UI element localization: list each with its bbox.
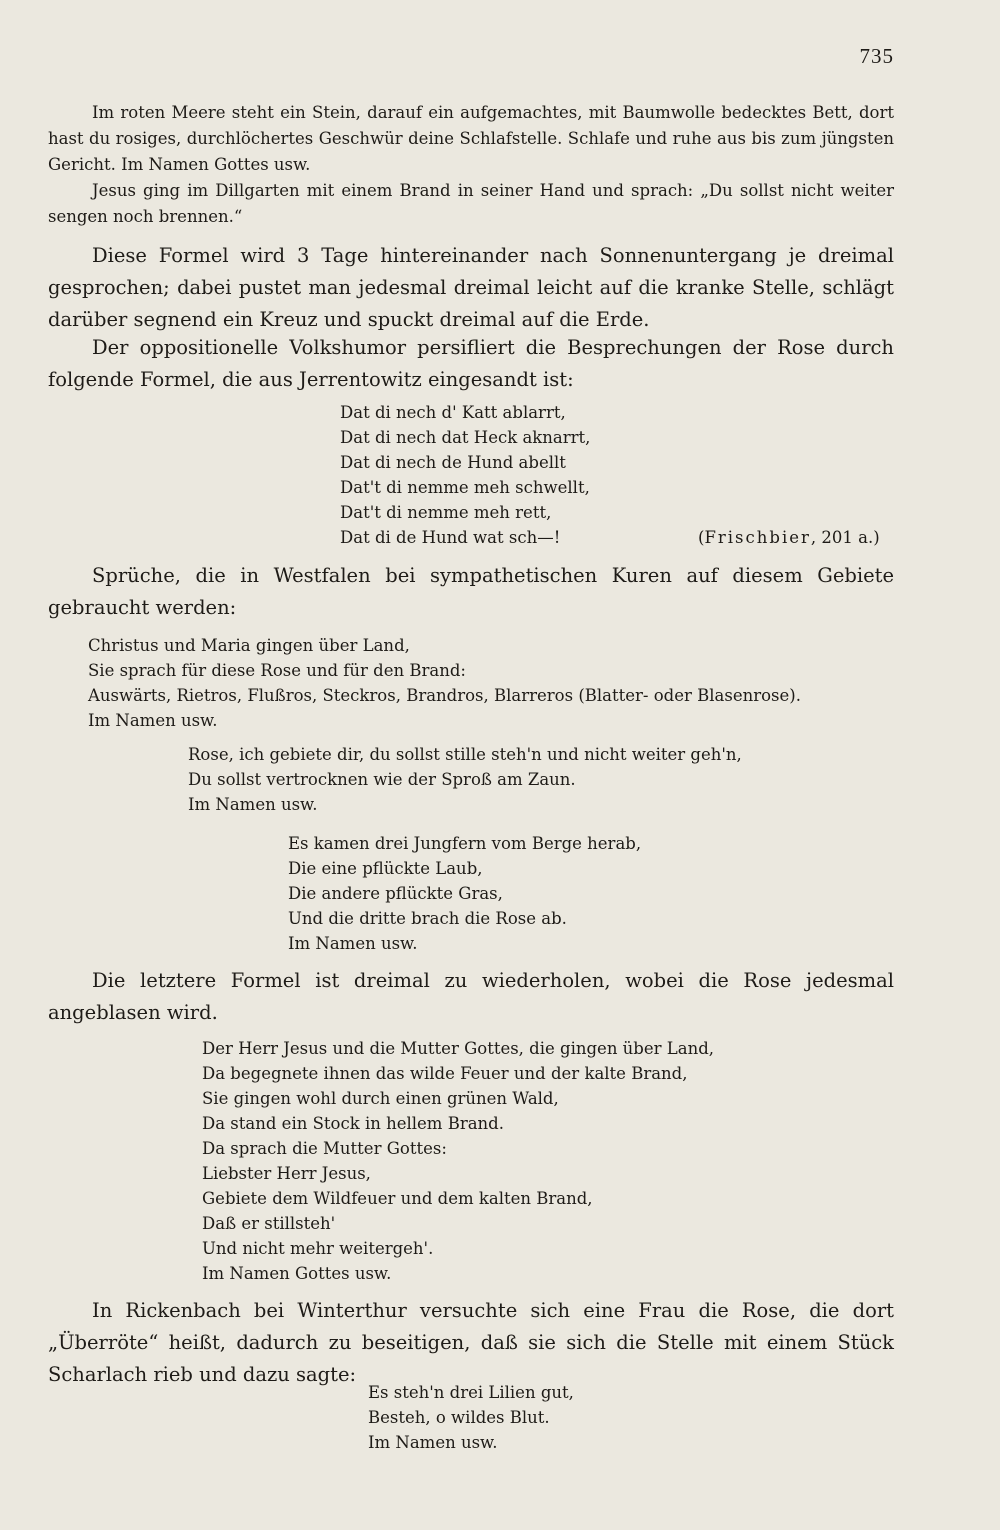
poem-line: Im Namen usw. (188, 795, 318, 814)
repeat-formula-paragraph: Die letztere Formel ist dreimal zu wiederholen, wobei die Rose jedesmal angeblasen wird. (48, 969, 894, 1024)
poem-line: Im Namen usw. (288, 934, 418, 953)
poem-line: Dat di nech d' Katt ablarrt, (340, 403, 566, 422)
poem-line: Gebiete dem Wildfeuer und dem kalten Brand, (202, 1189, 593, 1208)
poem-line: Im Namen Gottes usw. (202, 1264, 392, 1283)
poem-last-line-with-citation (340, 525, 880, 550)
poem-line: Liebster Herr Jesus, (202, 1164, 371, 1183)
poem-line: Dat di de Hund wat sch—! (340, 528, 561, 547)
poem-line: Dat't di nemme meh schwellt, (340, 478, 590, 497)
page-number: 735 (859, 44, 894, 68)
poem-westfalen-2 (188, 742, 742, 817)
poem-line: Im Namen usw. (88, 711, 218, 730)
charm-paragraph-jesus-dillgarten: Jesus ging im Dillgarten mit einem Brand in seiner Hand und sprach: „Du sollst nicht weiter sengen noch brennen.“ (48, 181, 894, 226)
poem-line: Im Namen usw. (368, 1433, 498, 1452)
poem-line: Auswärts, Rietros, Flußros, Steckros, Brandros, Blarreros (Blatter- oder Blasenrose). (88, 686, 801, 705)
poem-line: Du sollst vertrocknen wie der Sproß am Zaun. (188, 770, 576, 789)
poem-line: Daß er stillsteh' (202, 1214, 336, 1233)
poem-three-maidens (288, 831, 641, 956)
charm-paragraph-red-sea: Im roten Meere steht ein Stein, darauf ein aufgemachtes, mit Baumwolle bedecktes Bett, dort hast du rosiges, durchlöchertes Geschwür deine Schlafstelle. Schlafe und ruhe aus bis zum jüngsten Gericht. Im Namen Gottes usw. (48, 103, 894, 174)
poem-line: Und die dritte brach die Rose ab. (288, 909, 567, 928)
poem-line: Es kamen drei Jungfern vom Berge herab, (288, 834, 642, 853)
poem-line: Christus und Maria gingen über Land, (88, 636, 410, 655)
poem-jerrentowitz (340, 400, 880, 550)
citation-ref: , 201 a.) (810, 528, 880, 547)
instruction-paragraph: Diese Formel wird 3 Tage hintereinander nach Sonnenuntergang je dreimal gesprochen; dabei pustet man jedesmal dreimal leicht auf die kranke Stelle, schlägt darüber segnend ein Kreuz und spuckt dreimal auf die Erde. (48, 244, 894, 331)
poem-westfalen-1 (88, 633, 801, 733)
poem-line: Sie gingen wohl durch einen grünen Wald, (202, 1089, 559, 1108)
poem-line: Dat di nech dat Heck aknarrt, (340, 428, 591, 447)
poem-line: Und nicht mehr weitergeh'. (202, 1239, 434, 1258)
poem-line: Dat di nech de Hund abellt (340, 453, 566, 472)
poem-line: Da stand ein Stock in hellem Brand. (202, 1114, 504, 1133)
poem-line: Dat't di nemme meh rett, (340, 503, 552, 522)
poem-line: Da sprach die Mutter Gottes: (202, 1139, 447, 1158)
poem-mother-of-god (202, 1036, 714, 1286)
citation (698, 525, 880, 550)
citation-author: Frischbier (704, 528, 811, 547)
poem-line: Sie sprach für diese Rose und für den Brand: (88, 661, 466, 680)
rickenbach-paragraph: In Rickenbach bei Winterthur versuchte sich eine Frau die Rose, die dort „Überröte“ heißt, dadurch zu beseitigen, daß sie sich die Stelle mit einem Stück Scharlach rieb und dazu sagte: (48, 1299, 894, 1386)
poem-three-lilies (368, 1380, 574, 1455)
poem-line: Es steh'n drei Lilien gut, (368, 1383, 574, 1402)
westfalen-paragraph: Sprüche, die in Westfalen bei sympathetischen Kuren auf diesem Gebiete gebraucht werden: (48, 564, 894, 619)
poem-line: Der Herr Jesus und die Mutter Gottes, die gingen über Land, (202, 1039, 714, 1058)
citation-open: ( (698, 528, 705, 547)
folk-humor-paragraph: Der oppositionelle Volkshumor persifliert die Besprechungen der Rose durch folgende Formel, die aus Jerrentowitz eingesandt ist: (48, 336, 894, 391)
poem-line: Die eine pflückte Laub, (288, 859, 483, 878)
poem-line: Besteh, o wildes Blut. (368, 1408, 550, 1427)
poem-line: Rose, ich gebiete dir, du sollst stille steh'n und nicht weiter geh'n, (188, 745, 742, 764)
poem-line: Die andere pflückte Gras, (288, 884, 503, 903)
poem-line: Da begegnete ihnen das wilde Feuer und der kalte Brand, (202, 1064, 688, 1083)
